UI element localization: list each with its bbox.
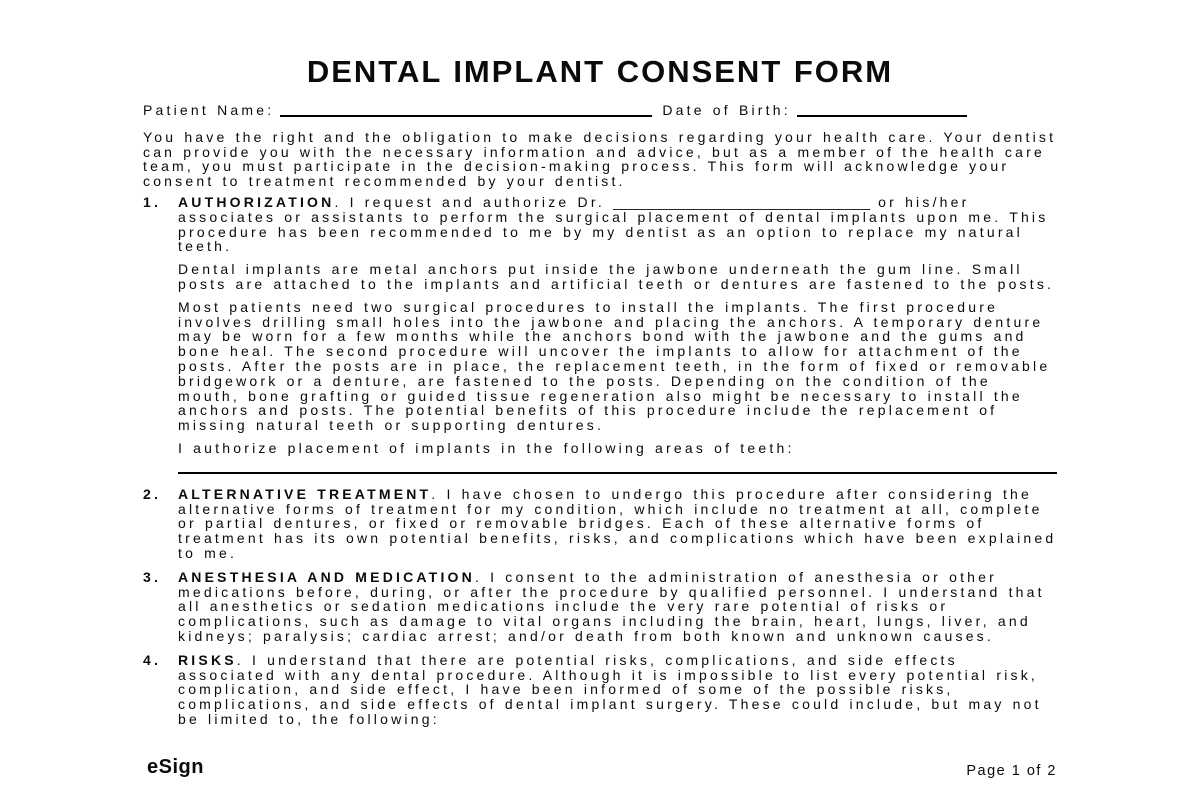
section-number: 1. [143, 193, 162, 210]
section-heading: ALTERNATIVE TREATMENT [178, 485, 432, 502]
paragraph-text: . I consent to the administration of anesthesia or other medications before, during, or after the procedure by qualified personnel. I understand that all anesthetics or sedation medications include the very rare potential of risks or complications, such as damage to vital organs including the brain, heart, lungs, liver, and kidneys; paralysis; cardiac arrest; and/or death from both known and unknown causes. [178, 568, 1045, 644]
section-paragraph [178, 653, 1057, 727]
section-paragraph [178, 570, 1057, 644]
section-paragraph [178, 300, 1057, 433]
section-number: 4. [143, 651, 162, 668]
section-paragraph [178, 262, 1057, 292]
section-paragraph [178, 487, 1057, 561]
paragraph-text: Dental implants are metal anchors put inside the jawbone underneath the gum line. Small posts are attached to the implants and artificial teeth or dentures are fastened to the posts. [178, 261, 1055, 292]
section-heading: RISKS [178, 651, 237, 668]
paragraph-text: I authorize placement of implants in the following areas of teeth: [178, 439, 795, 456]
teeth-areas-write-in-line[interactable] [178, 472, 1057, 474]
section-content [178, 487, 1057, 561]
patient-name-label: Patient Name: [143, 102, 275, 118]
section-content [178, 195, 1057, 478]
section-item-1 [143, 195, 1057, 478]
paragraph-text: . I have chosen to undergo this procedure after considering the alternative forms of treatment for my condition, which include no treatment at all, complete or partial dentures, or fixed or removable bridges. Each of these alternative forms of treatment has its own potential benefits, risks, and complications which have been explained to me. [178, 485, 1057, 561]
page-indicator: Page 1 of 2 [966, 763, 1057, 779]
esign-logo: eSign [147, 756, 204, 778]
section-number: 3. [143, 568, 162, 585]
section-paragraph [178, 195, 1057, 254]
date-of-birth-label: Date of Birth: [662, 102, 791, 118]
intro-paragraph: You have the right and the obligation to make decisions regarding your health care. Your dentist can provide you with the necessary information and advice, but as a member of the health care team, you must participate in the decision-making process. This form will acknowledge your consent to treatment recommended by your dentist. [143, 128, 1057, 190]
section-item-2 [143, 487, 1057, 561]
date-of-birth-input-line[interactable] [797, 104, 967, 117]
section-number: 2. [143, 485, 162, 502]
paragraph-text: . I understand that there are potential risks, complications, and side effects associated with any dental procedure. Although it is impossible to list every potential risk, complication, and side effect, I have been informed of some of the possible risks, complications, and side effects of dental implant surgery. These could include, but may not be limited to, the following: [178, 651, 1042, 727]
document-sheet [143, 0, 1057, 727]
section-item-3 [143, 570, 1057, 644]
section-paragraph [178, 441, 1057, 456]
patient-info-row [143, 103, 1057, 118]
doctor-name-blank[interactable]: _________________________________ [613, 193, 871, 210]
section-content [178, 570, 1057, 644]
section-heading: ANESTHESIA AND MEDICATION [178, 568, 475, 585]
page-title: DENTAL IMPLANT CONSENT FORM [306, 54, 894, 89]
paragraph-text: or his/her associates or assistants to perform the surgical placement of dental implants upon me. This procedure has been recommended to me by my dentist as an option to replace my natural teeth. [178, 193, 1049, 255]
section-heading: AUTHORIZATION [178, 193, 335, 210]
section-content [178, 653, 1057, 727]
paragraph-text: . I request and authorize Dr. [334, 193, 614, 210]
patient-name-input-line[interactable] [280, 104, 652, 117]
page-footer [147, 756, 1057, 779]
section-item-4 [143, 653, 1057, 727]
sections-list [143, 195, 1057, 727]
paragraph-text: Most patients need two surgical procedures to install the implants. The first procedure involves drilling small holes into the jawbone and placing the anchors. A temporary denture may be worn for a few months while the anchors bond with the jawbone and the gums and bone heal. The second procedure will uncover the implants to allow for attachment of the posts. After the posts are in place, the replacement teeth, in the form of fixed or removable bridgework or a denture, are fastened to the posts. Depending on the condition of the mouth, bone grafting or guided tissue regeneration also might be necessary to install the anchors and posts. The potential benefits of this procedure include the replacement of missing natural teeth or supporting dentures. [178, 298, 1051, 434]
